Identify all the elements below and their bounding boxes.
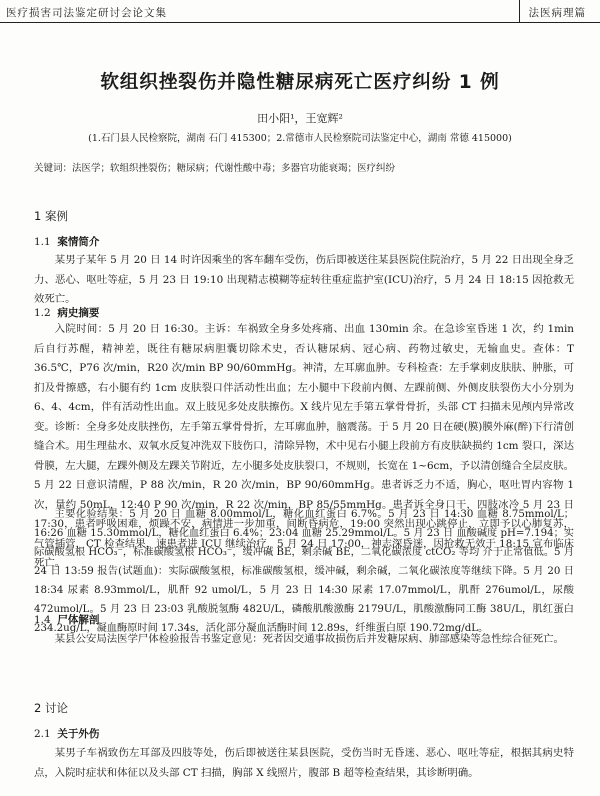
article-title: 软组织挫裂伤并隐性糖尿病死亡医疗纠纷 1 例 (100, 72, 500, 93)
section-heading-case: 1 案例 (34, 209, 68, 223)
paragraph-autopsy: 某县公安局法医学尸体检验报告书鉴定意见：死者因交通事故损伤后并发糖尿病、肺部感染等急性综合征死亡。 (54, 633, 564, 645)
running-header (0, 0, 600, 23)
keywords-text: 法医学；软组织挫裂伤；糖尿病；代谢性酸中毒；多器官功能衰竭；医疗纠纷 (72, 163, 396, 174)
paragraph-case-intro: 某男子某年 5 月 20 日 14 时许因乘坐的客车翻车受伤，伤后即被送往某县医院住院治疗，5 月 22 日出现全身乏力、恶心、呕吐等症，5 月 23 日 19:10 出现精志模糊等症转往重症监护室(ICU)治疗，5 月 24 日 18:15 因抢救无效死亡。 (34, 254, 574, 305)
subsection-2-1 (34, 726, 99, 741)
subsection-title: 病史摘要 (57, 307, 100, 319)
subsection-1-4 (34, 612, 99, 627)
subsection-1-2 (34, 305, 99, 320)
subsection-number: 1.4 (34, 614, 51, 626)
journal-name: 医疗损害司法鉴定研讨会论文集 (6, 7, 167, 19)
section-name: 法医病理篇 (528, 7, 586, 19)
paragraph-medical-history: 入院时间：5 月 20 日 16:30。主诉：车祸致全身多处疼痛、出血 130min 余。在急诊室昏迷 1 次，约 1min 后自行苏醒，精神差，既往有糖尿病胆囊切除术史，否认糖尿病、冠心病、药物过敏史，无输血史。查体：T 36.5℃，P76 次/min，R20 次/min BP 90/60mmHg。神清，左耳廓血肿。专科检查：左手掌刺皮肤肤、肿胀，可扪及骨擦感，右小腿有约 1cm 皮肤裂口伴活动性出血；左小腿中下段前内侧、左踝前侧、外侧皮肤裂伤大小分别为 6、4、4cm，伴有活动性出血。双上肢见多处皮肤擦伤。X 线片见左手第五掌骨骨折，头部 CT 扫描未见颅内异常改变。诊断：全身多处皮肤挫伤，左手第五掌骨骨折，左耳廓血肿，脑震荡。于 5 月 20 日在硬(膜)膜外麻(醉)下行清创缝合术。用生理盐水、双氧水反复冲洗双下肢伤口，清除异物，术中见右小腿上段前方有皮肤缺损约 1cm 裂口，深达骨膜，左大腿，左踝外侧及左踝关节附近，左小腿多处皮肤裂口，不规则，长宽在 1~6cm，予以清创缝合全层皮肤。5 月 22 日意识清醒，P 88 次/min，R 20 次/min，BP 90/60mmHg。患者诉乏力不适，胸心，呕吐胃内容物 1 次，量约 50mL，12:40 P 90 次/min，R 22 次/min，BP 85/55mmHg。患者诉全身口干，四肢冰冷 5 月 23 日 17:30，患者呼吸困难，烦躁不安，病情进一步加重，间断昏病危，19:00 突然出现心跳停止，立即予以心肺复苏，气管插管，CT 检查结果，速患者进 ICU 继续治疗，5 月 24 日 17:00，神志深昏迷，因抢救无效于 18:15 宣布临床死亡。 (34, 323, 574, 569)
keywords-label: 关键词： (34, 163, 73, 174)
subsection-number: 2.1 (34, 728, 51, 740)
subsection-number: 1.1 (34, 236, 51, 248)
paragraph-lab-results: 主要化验结果：5 月 20 日 血糖 8.00mmol/L，糖化血红蛋白 6.7%。5 月 23 日 14:30 血糖 8.75mmol/L；16:26 血糖 15.30mmol/L，糖化血红蛋白 6.4%；23:04 血糖 25.29mmol/L。5 月 23 日 血酸碱度 pH=7.194；实际碳酸氢根 HCO₃⁻，标准碳酸氢根 HCO₃⁻，缓冲碱 BE，剩余碱 BE，二氧化碳浓度 ctCO₂ 等均 介于正常值低。5 月 24 日 13:59 报告(试题血)：实际碳酸氢根，标准碳酸氢根，缓冲碱，剩余碱，二氧化碳浓度等继续下降。5 月 20 日 18:34 尿素 8.93mmol/L，肌酐 92 umol/L，5 月 23 日 14:30 尿素 17.07mmol/L，肌酐 276umol/L，尿酸 472umol/L。5 月 23 日 23:03 乳酸脱氢酶 482U/L，磷酸肌酸激酶 2179U/L，肌酸激酶同工酶 38U/L，肌红蛋白 234.2ug/L，凝血酶原时间 17.34s，活化部分凝血活酶时间 12.89s，纤维蛋白原 190.72mg/dL。 (34, 509, 574, 634)
section-heading-discussion: 2 讨论 (34, 701, 68, 715)
paragraph-trauma: 某男子车祸致伤左耳部及四肢等处，伤后即被送往某县医院，受伤当时无昏迷、恶心、呕吐等症，根据其病史特点，入院时症状和体征以及头部 CT 扫描，胸部 X 线照片，腹部 B 超等检查结果，其诊断明确。 (34, 747, 574, 779)
subsection-number: 1.2 (34, 307, 51, 319)
authors: 田小阳¹，王宽辉² (257, 112, 343, 125)
subsection-1-1 (34, 234, 99, 249)
affiliations: (1.石门县人民检察院，湖南 石门 415300；2.常德市人民检察院司法鉴定中心，湖南 常德 415000) (88, 133, 512, 144)
keywords (34, 160, 574, 174)
subsection-title: 案情简介 (57, 236, 100, 248)
subsection-title: 关于外伤 (57, 728, 100, 740)
subsection-title: 尸体解剖 (57, 614, 100, 626)
